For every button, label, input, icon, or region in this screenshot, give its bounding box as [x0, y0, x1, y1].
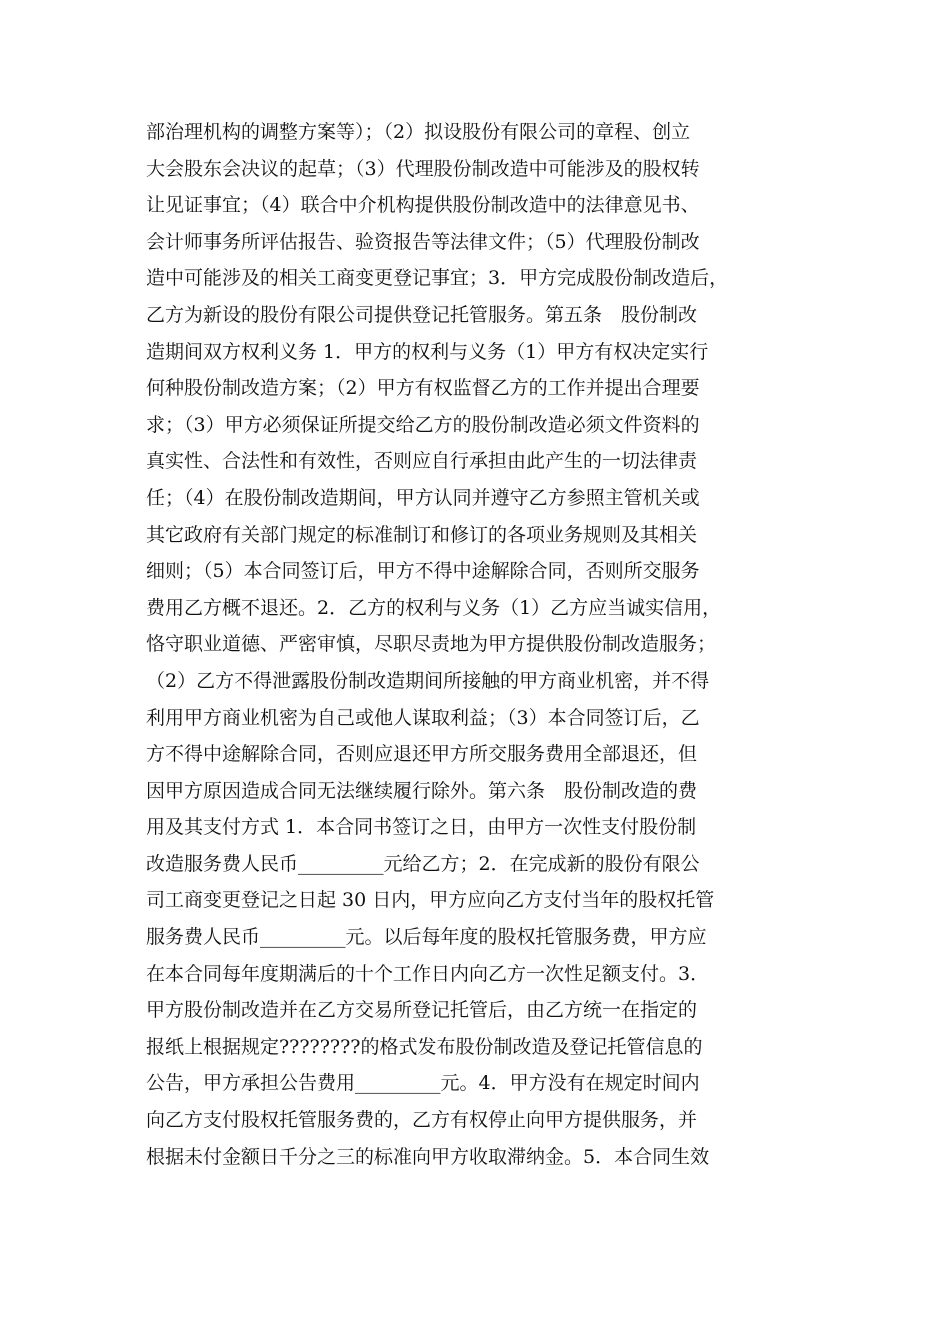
text-line: 因甲方原因造成合同无法继续履行除外。第六条 股份制改造的费: [146, 779, 698, 802]
text-line: 真实性、合法性和有效性，否则应自行承担由此产生的一切法律责: [146, 450, 698, 473]
text-line: 部治理机构的调整方案等）；（2）拟设股份有限公司的章程、创立: [146, 121, 691, 143]
text-line: 方不得中途解除合同，否则应退还甲方所交服务费用全部退还，但: [146, 743, 698, 766]
text-line: 其它政府有关部门规定的标准制订和修订的各项业务规则及其相关: [146, 523, 698, 546]
text-line: 大会股东会决议的起草；（3）代理股份制改造中可能涉及的股权转: [146, 157, 700, 180]
text-line: 会计师事务所评估报告、验资报告等法律文件；（5）代理股份制改: [146, 230, 700, 253]
text-line: 乙方为新设的股份有限公司提供登记托管服务。第五条 股份制改: [146, 303, 698, 326]
contract-body-text: [146, 114, 826, 1175]
text-line: 何种股份制改造方案；（2）甲方有权监督乙方的工作并提出合理要: [146, 377, 700, 400]
text-line: （2）乙方不得泄露股份制改造期间所接触的甲方商业机密，并不得: [146, 669, 710, 692]
text-line: 细则；（5）本合同签订后，甲方不得中途解除合同，否则所交服务: [146, 560, 700, 583]
text-line: 利用甲方商业机密为自己或他人谋取利益；（3）本合同签订后，乙: [146, 706, 700, 729]
text-line: 向乙方支付股权托管服务费的，乙方有权停止向甲方提供服务，并: [146, 1109, 698, 1132]
text-line: 任；（4）在股份制改造期间，甲方认同并遵守乙方参照主管机关或: [146, 486, 700, 509]
text-line: 让见证事宜；（4）联合中介机构提供股份制改造中的法律意见书、: [146, 194, 700, 217]
text-line: 求；（3）甲方必须保证所提交给乙方的股份制改造必须文件资料的: [146, 413, 700, 436]
text-line: 造中可能涉及的相关工商变更登记事宜；3．甲方完成股份制改造后，: [146, 267, 729, 290]
text-line: 用及其支付方式 1．本合同书签订之日，由甲方一次性支付股份制: [146, 816, 697, 839]
text-line: 造期间双方权利义务 1．甲方的权利与义务（1）甲方有权决定实行: [146, 340, 709, 363]
text-line: 在本合同每年度期满后的十个工作日内向乙方一次性足额支付。3．: [146, 962, 710, 985]
text-line: 改造服务费人民币_________元给乙方；2．在完成新的股份有限公: [146, 852, 700, 875]
text-line: 根据未付金额日千分之三的标准向甲方收取滞纳金。5．本合同生效: [146, 1145, 710, 1168]
text-line: 恪守职业道德、严密审慎，尽职尽责地为甲方提供股份制改造服务；: [146, 633, 717, 656]
text-line: 费用乙方概不退还。2．乙方的权利与义务（1）乙方应当诚实信用，: [146, 596, 722, 619]
text-line: 甲方股份制改造并在乙方交易所登记托管后，由乙方统一在指定的: [146, 999, 698, 1022]
text-line: 服务费人民币_________元。以后每年度的股权托管服务费，甲方应: [146, 926, 707, 949]
text-line: 公告，甲方承担公告费用_________元。4．甲方没有在规定时间内: [146, 1072, 700, 1095]
text-line: 司工商变更登记之日起 30 日内，甲方应向乙方支付当年的股权托管: [146, 889, 715, 912]
text-line: 报纸上根据规定????????的格式发布股份制改造及登记托管信息的: [146, 1035, 703, 1058]
